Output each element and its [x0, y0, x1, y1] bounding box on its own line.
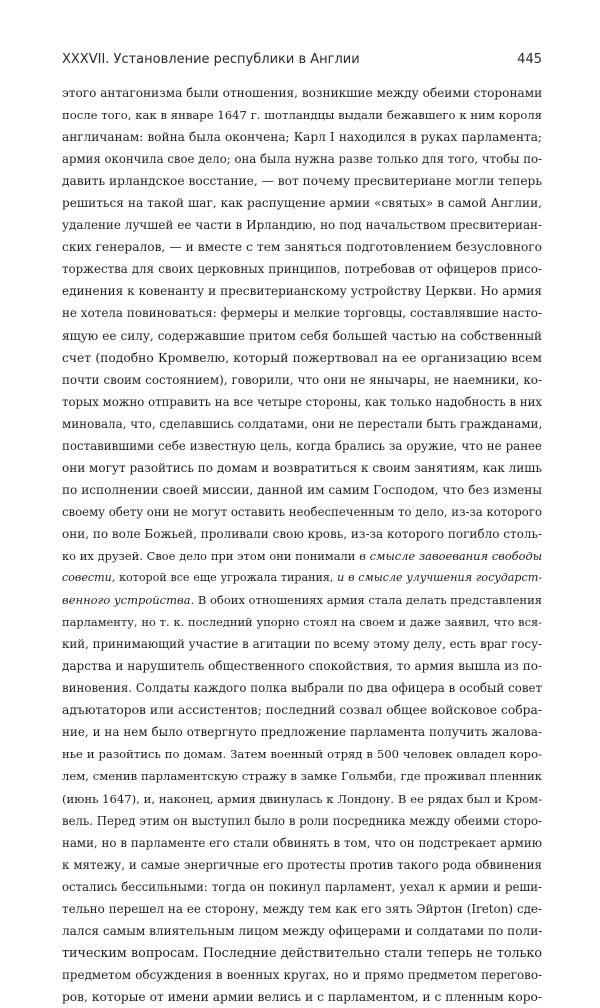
text-line — [62, 369, 542, 391]
text-line — [62, 170, 542, 192]
text-line — [62, 854, 542, 876]
text-line — [62, 325, 542, 347]
text-segment: адъютаторов или ассистентов; последний созвал общее войсковое собра- — [62, 703, 542, 718]
text-line — [62, 435, 542, 457]
text-segment: англичанам: война была окончена; Карл I находился в руках парламента; — [62, 130, 542, 145]
text-line — [62, 501, 542, 523]
text-line — [62, 214, 542, 236]
chapter-title: XXXVII. Установление республики в Англии — [62, 52, 360, 67]
text-segment: миновала, что, сделавшись солдатами, они не перестали быть гражданами, — [62, 416, 542, 431]
text-segment: ров, которые от имени армии велись и с парламентом, и с пленным коро- — [62, 989, 542, 1004]
page-number: 445 — [517, 52, 542, 67]
text-segment: нами, но в парламенте его стали обвинять в том, что он подстрекает армию — [62, 835, 542, 850]
text-segment: армия окончила свое дело; она была нужна разве только для того, чтобы по- — [62, 152, 542, 167]
text-line — [62, 391, 542, 413]
text-line — [62, 832, 542, 854]
text-line — [62, 280, 542, 302]
text-segment: давить ирландское восстание, — вот почему пресвитериане могли теперь — [62, 174, 542, 189]
text-segment: счет (подобно Кромвелю, который пожертвовал на ее организацию всем — [62, 350, 542, 365]
text-segment: лем, сменив парламентскую стражу в замке Гольмби, где проживал пленник — [62, 769, 542, 784]
text-segment: почти своим состоянием), говорили, что они не янычары, не наемники, ко- — [62, 372, 542, 387]
text-line — [62, 964, 542, 986]
text-line — [62, 942, 542, 964]
text-line — [62, 810, 542, 832]
text-line — [62, 479, 542, 501]
text-line — [62, 523, 542, 545]
text-line — [62, 347, 542, 369]
text-segment: виновения. Солдаты каждого полка выбрали по два офицера в особый совет — [62, 681, 542, 696]
text-segment: кий, принимающий участие в агитации по всему этому делу, есть враг госу- — [62, 637, 542, 652]
text-segment: удаление лучшей ее части в Ирландию, но под начальством пресвитериан- — [62, 218, 542, 233]
text-line — [62, 655, 542, 677]
text-line — [62, 743, 542, 765]
text-segment: тельно перешел на ее сторону, между тем как его зять Эйртон (Ireton) сде- — [62, 901, 542, 916]
text-line — [62, 920, 542, 942]
body-text — [62, 82, 542, 1008]
text-line — [62, 788, 542, 810]
text-segment: ских генералов, — и вместе с тем заняться подготовлением безусловного — [62, 240, 542, 255]
text-line — [62, 236, 542, 258]
text-segment: тическим вопросам. Последние действительно стали теперь не только — [62, 944, 542, 960]
text-segment: вель. Перед этим он выступил было в роли посредника между обеими сторо- — [62, 813, 542, 828]
text-line — [62, 148, 542, 170]
text-line — [62, 611, 542, 633]
text-segment: поставившими себе известную цель, когда брались за оружие, что не ранее — [62, 438, 542, 453]
text-segment: которой все еще угрожала тирания, — [115, 571, 338, 585]
text-line — [62, 765, 542, 787]
text-line — [62, 457, 542, 479]
text-line — [62, 413, 542, 435]
text-line — [62, 567, 542, 589]
text-segment: по исполнении своей миссии, данной им самим Господом, что без измены — [62, 482, 542, 497]
text-segment: нье и разойтись по домам. Затем военный отряд в 500 человек овладел коро- — [62, 747, 542, 762]
text-segment: предметом обсуждения в военных кругах, но и прямо предметом перегово- — [62, 967, 542, 982]
text-segment: . В обоих отношениях армия стала делать представления — [190, 593, 542, 608]
text-segment: торых можно отправить на все четыре стороны, как только надобность в них — [62, 394, 542, 409]
text-segment: они, по воле Божьей, проливали свою кровь, из-за которого погибло столь- — [62, 526, 542, 541]
text-line — [62, 104, 542, 126]
text-segment: не хотела повиноваться: фермеры и мелкие торговцы, составлявшие насто- — [62, 306, 542, 321]
text-segment: остались бессильными: тогда он покинул парламент, уехал к армии и реши- — [62, 879, 542, 894]
text-line — [62, 192, 542, 214]
text-segment: лался самым влиятельным лицом между офицерами и солдатами по поли- — [62, 923, 542, 938]
text-segment: они могут разойтись по домам и возвратиться к своим занятиям, как лишь — [62, 460, 542, 475]
text-segment: решиться на такой шаг, как распущение армии «святых» в самой Англии, — [62, 196, 542, 211]
text-line — [62, 258, 542, 280]
text-segment: этого антагонизма были отношения, возникшие между обеими сторонами — [62, 86, 542, 100]
text-line — [62, 986, 542, 1008]
text-segment: к мятежу, и самые энергичные его протесты против такого рода обвинения — [62, 857, 542, 872]
italic-text: и в смысле улучшения государст- — [337, 571, 542, 585]
text-line — [62, 876, 542, 898]
text-line — [62, 126, 542, 148]
text-segment: торжества для своих церковных принципов, потребовав от офицеров присо- — [62, 262, 542, 277]
text-segment: ко их друзей. Свое дело при этом они понимали — [62, 548, 360, 563]
italic-text: совести, — [62, 571, 116, 585]
text-segment: единения к ковенанту и пресвитерианскому устройству Церкви. Но армия — [62, 284, 542, 299]
text-segment: ние, и на нем было отвергнуто предложение парламента получить жалова- — [62, 725, 542, 740]
text-line — [62, 589, 542, 611]
running-header — [62, 52, 542, 72]
text-line — [62, 721, 542, 743]
text-segment: дарства и нарушитель общественного спокойствия, то армия вышла из по- — [62, 659, 542, 674]
italic-text: в смысле завоевания свободы — [359, 548, 542, 563]
text-segment: ящую ее силу, содержавшие притом себя большей частью на собственный — [62, 328, 542, 343]
text-line — [62, 898, 542, 920]
italic-text: венного устройства — [62, 593, 191, 608]
text-segment: парламенту, но т. к. последний упорно стоял на своем и даже заявил, что вся- — [62, 615, 542, 630]
text-line — [62, 545, 542, 567]
text-line — [62, 677, 542, 699]
text-line — [62, 699, 542, 721]
text-line — [62, 82, 542, 104]
text-line — [62, 302, 542, 324]
text-segment: после того, как в январе 1647 г. шотландцы выдали бежавшего к ним короля — [62, 108, 542, 123]
text-segment: своему обету они не могут оставить необеспеченным то дело, из-за которого — [62, 504, 542, 519]
text-segment: (июнь 1647), и, наконец, армия двинулась к Лондону. В ее рядах был и Кром- — [62, 791, 542, 806]
text-line — [62, 633, 542, 655]
